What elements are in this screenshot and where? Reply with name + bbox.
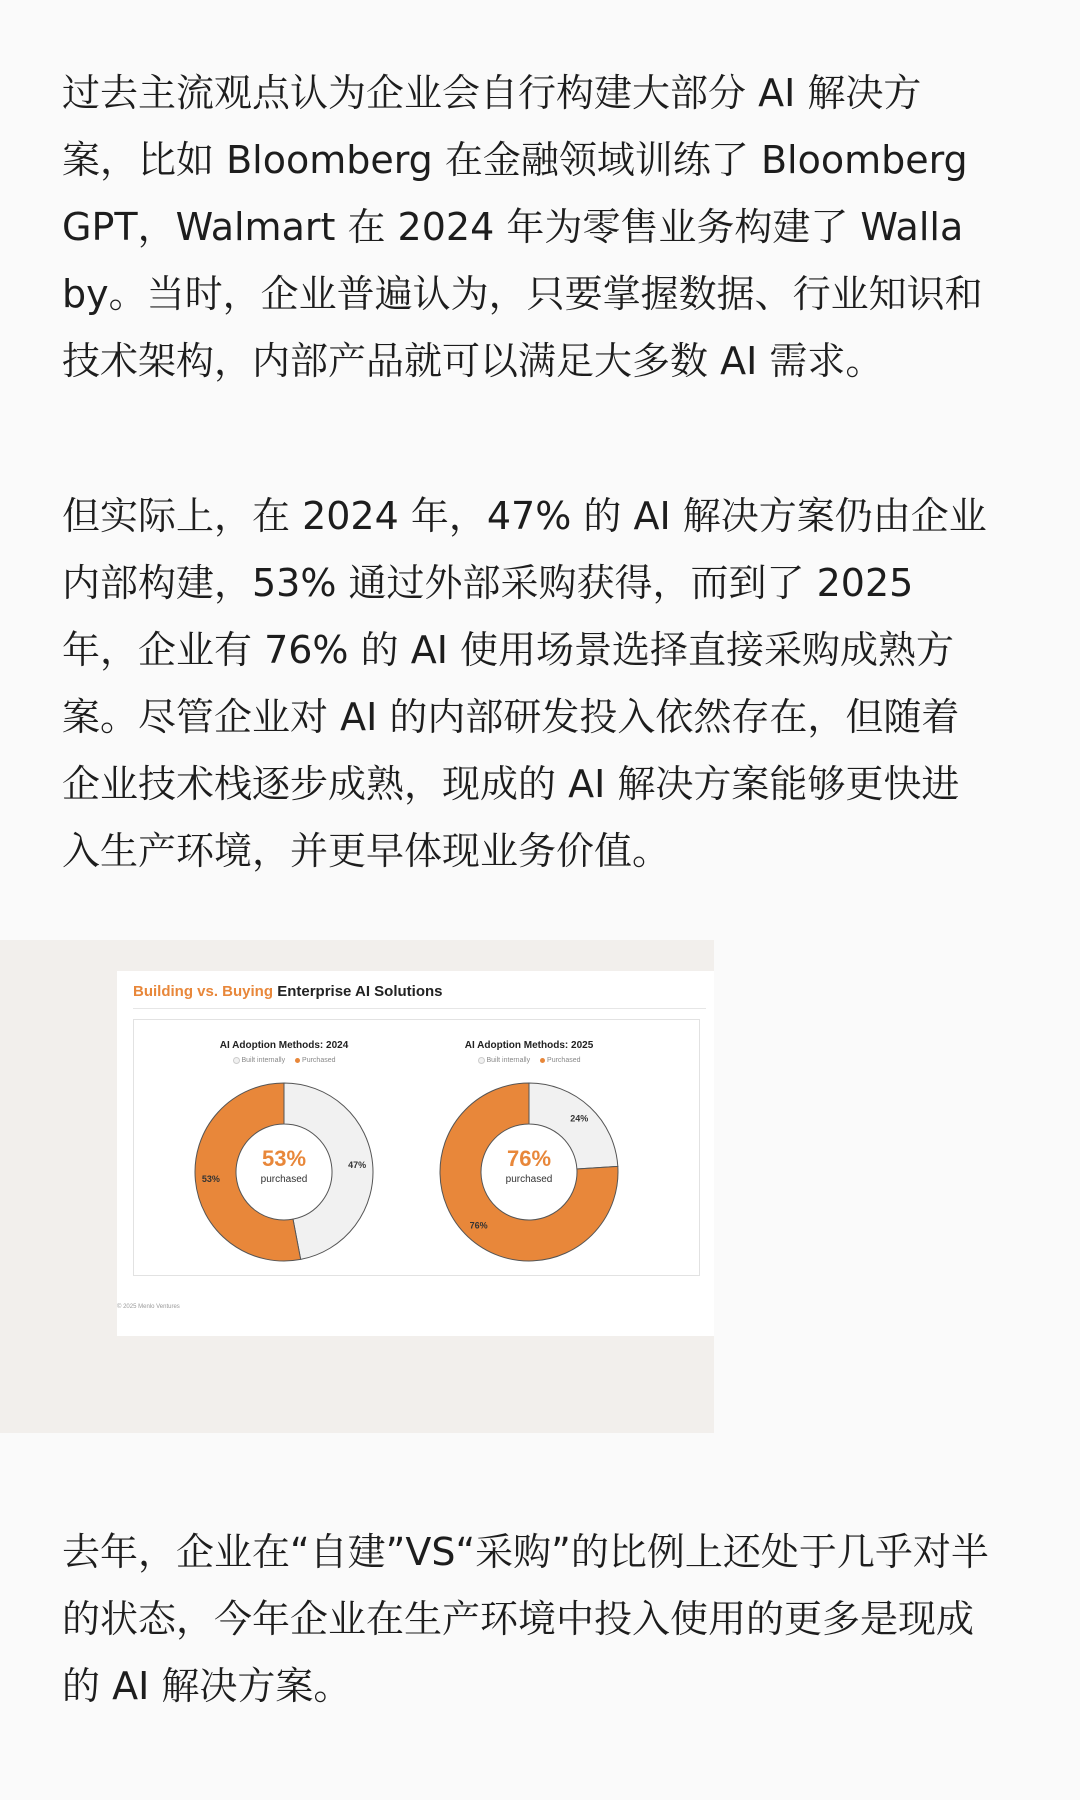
figure-divider — [133, 1008, 706, 1009]
legend-label-purchased: Purchased — [547, 1057, 581, 1065]
legend-item-built — [478, 1057, 531, 1064]
slice-label-purchased: 76% — [469, 1220, 488, 1231]
legend-label-purchased: Purchased — [302, 1057, 336, 1065]
slice-label-built-internally: 47% — [348, 1160, 367, 1171]
center-label: purchased — [260, 1174, 308, 1185]
paragraph-2: 但实际上，在 2024 年，47% 的 AI 解决方案仍由企业 内部构建，53% 通过外部采购获得，而到了 2025 年，企业有 76% 的 AI 使用场景选择直接采购成熟方 案。尽管企业对 AI 的内部研发投入依然存在，但随着 企业技术栈逐步成熟，现成的 AI 解决方案能够更快进 入生产环境，并更早体现业务价值。 — [62, 494, 987, 873]
chart-panel — [133, 1019, 700, 1276]
chart-legend — [164, 1057, 404, 1064]
donut-chart-2024 — [164, 1020, 404, 1275]
paragraph-1: 过去主流观点认为企业会自行构建大部分 AI 解决方 案，比如 Bloomberg 在金融领域训练了 Bloomberg GPT，Walmart 在 2024 年为零售业务构建了 Walla by。当时，企业普遍认为，只要掌握数据、行业知识和 技术架构，内部产品就可以满足大多数 AI 需求。 — [62, 71, 983, 383]
chart-title: AI Adoption Methods: 2024 — [219, 1040, 349, 1051]
legend-swatch-purchased — [540, 1058, 545, 1063]
donut-chart-2025 — [409, 1020, 649, 1275]
donut-slice-built-internally — [284, 1083, 373, 1259]
legend-swatch-built — [233, 1057, 240, 1064]
legend-swatch-built — [478, 1057, 485, 1064]
center-value: 53% — [261, 1146, 307, 1171]
legend-item-purchased — [540, 1057, 580, 1064]
donut-svg — [437, 1080, 621, 1264]
legend-swatch-purchased — [295, 1058, 300, 1063]
slice-label-built-internally: 24% — [570, 1113, 589, 1124]
legend-item-built — [233, 1057, 286, 1064]
paragraph-3: 去年，企业在“自建”VS“采购”的比例上还处于几乎对半 的状态，今年企业在生产环境中投入使用的更多是现成 的 AI 解决方案。 — [62, 1530, 989, 1708]
legend-label-built: Built internally — [486, 1057, 531, 1065]
donut-slice-built-internally — [529, 1083, 618, 1169]
center-value: 76% — [506, 1146, 552, 1171]
legend-label-built: Built internally — [241, 1057, 286, 1065]
slice-label-purchased: 53% — [201, 1173, 220, 1184]
donut-svg — [192, 1080, 376, 1264]
figure-title-rest: Enterprise AI Solutions — [277, 983, 443, 1000]
chart-figure — [117, 971, 714, 1336]
chart-title: AI Adoption Methods: 2025 — [464, 1040, 594, 1051]
chart-legend — [409, 1057, 649, 1064]
figure-title — [133, 983, 443, 1000]
figure-copyright: © 2025 Menlo Ventures — [117, 1304, 180, 1310]
center-label: purchased — [505, 1174, 553, 1185]
legend-item-purchased — [295, 1057, 335, 1064]
figure-title-accent: Building vs. Buying — [133, 983, 274, 1000]
